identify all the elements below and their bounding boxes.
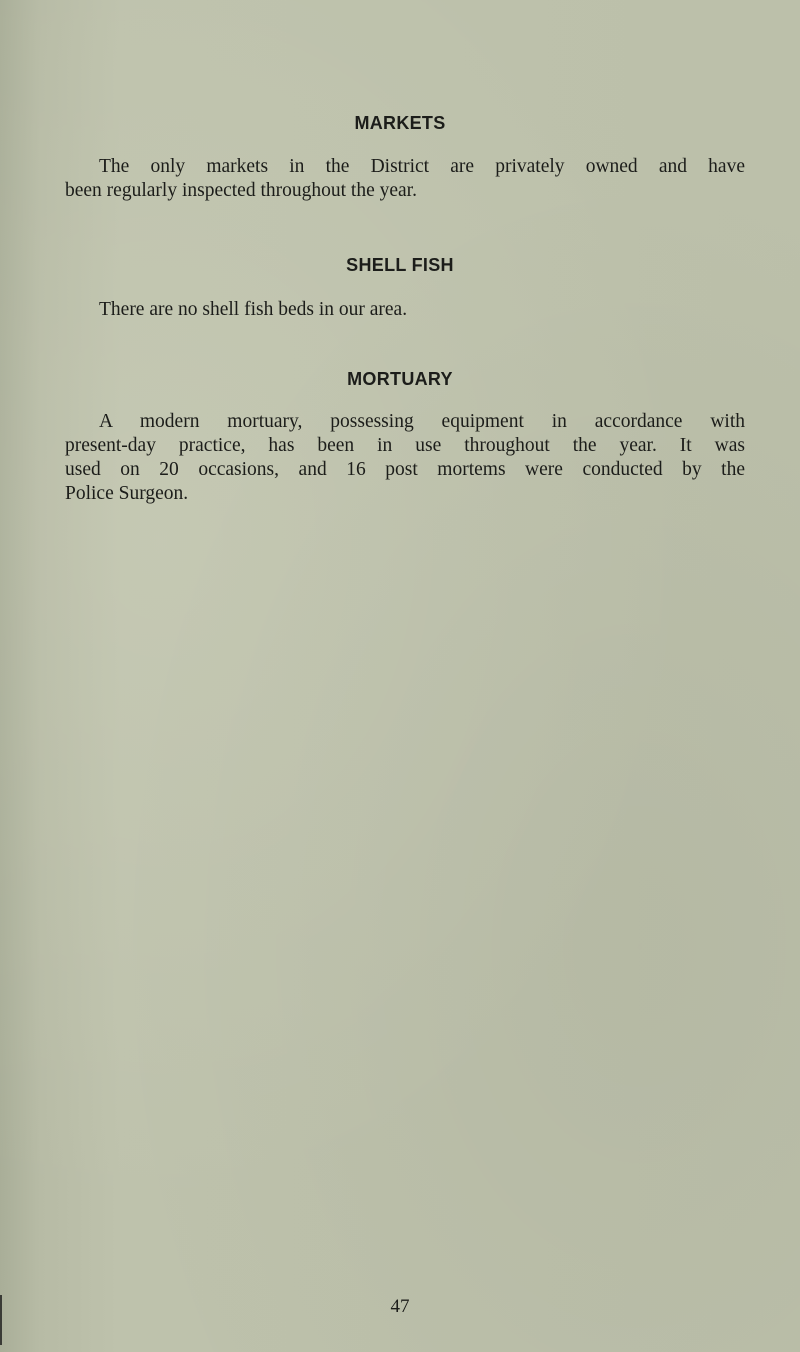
paragraph-line: present-day practice, has been in use throughout the year. It was [65, 435, 745, 456]
heading-mortuary: MORTUARY [347, 369, 453, 389]
heading-markets: MARKETS [354, 113, 446, 133]
page-number: 47 [390, 1296, 410, 1317]
heading-shell-fish: SHELL FISH [346, 255, 454, 275]
paragraph-shell-fish [65, 298, 745, 322]
paragraph-line: A modern mortuary, possessing equipment in accordance with [99, 411, 745, 432]
paragraph-markets [65, 155, 745, 203]
paragraph-line: There are no shell fish beds in our area. [99, 299, 408, 320]
paragraph-line: Police Surgeon. [65, 483, 189, 504]
paragraph-line: used on 20 occasions, and 16 post mortems were conducted by the [65, 459, 745, 480]
paragraph-mortuary [65, 410, 745, 506]
paragraph-line: been regularly inspected throughout the year. [65, 180, 417, 201]
paragraph-line: The only markets in the District are privately owned and have [99, 156, 745, 177]
